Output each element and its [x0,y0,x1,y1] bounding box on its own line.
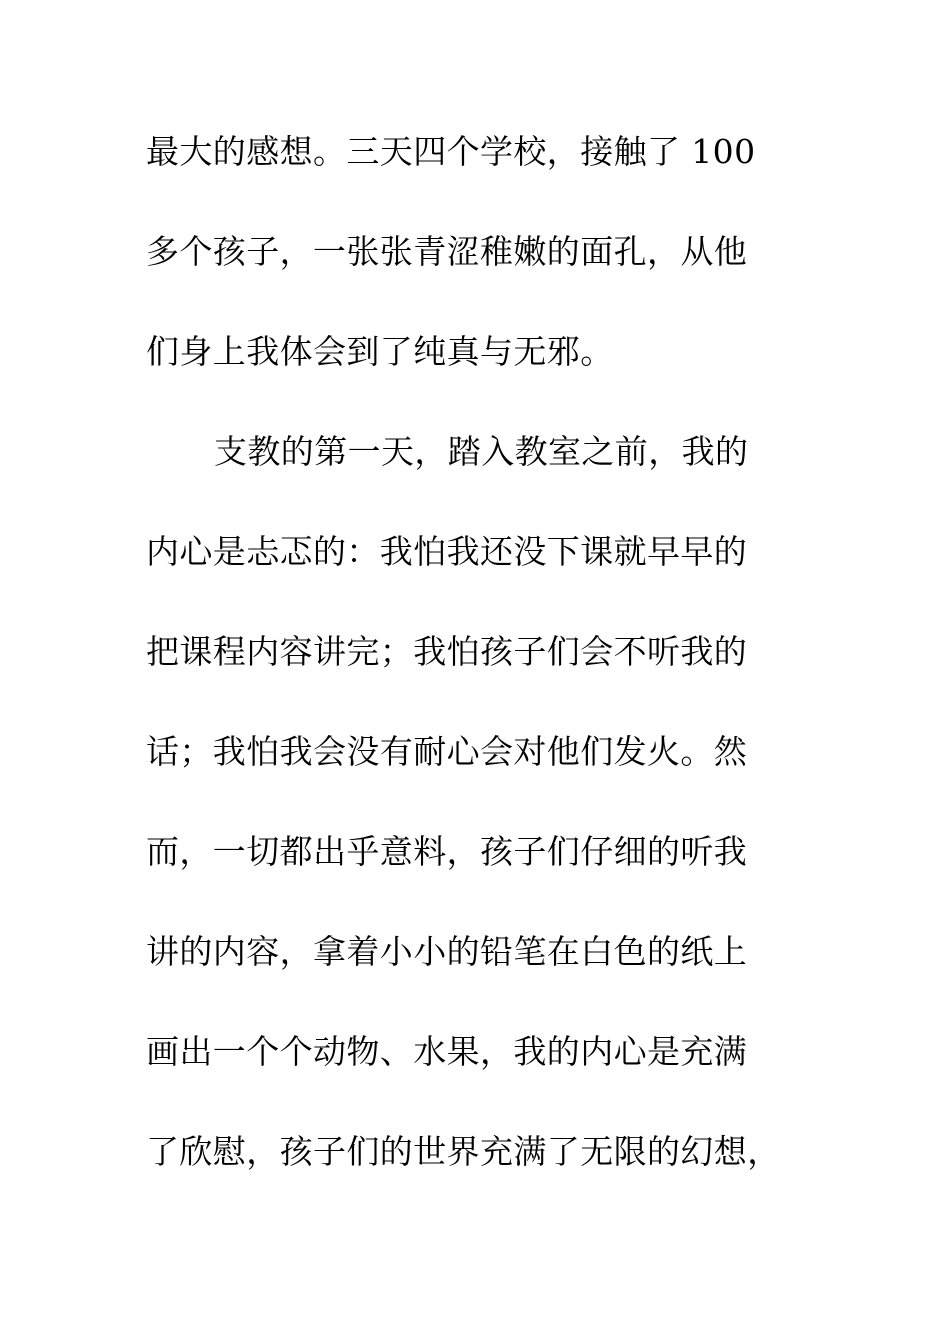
paragraph-first-line: 支教的第一天，踏入教室之前，我的 [214,432,749,471]
text-line: 了欣慰，孩子们的世界充满了无限的幻想， [146,1132,781,1171]
text-line: 把课程内容讲完；我怕孩子们会不听我的 [146,632,748,671]
text-line: 多个孩子，一张张青涩稚嫩的面孔，从他 [146,232,748,271]
text-line: 最大的感想。三天四个学校，接触了 100 [146,132,756,171]
text-line: 话；我怕我会没有耐心会对他们发火。然 [146,732,748,771]
text-line: 而，一切都出乎意料，孩子们仔细的听我 [146,832,748,871]
text-line: 画出一个个动物、水果，我的内心是充满 [146,1032,748,1071]
text-line: 内心是忐忑的：我怕我还没下课就早早的 [146,532,748,571]
text-line: 们身上我体会到了纯真与无邪。 [146,332,614,371]
text-line: 讲的内容，拿着小小的铅笔在白色的纸上 [146,932,748,971]
